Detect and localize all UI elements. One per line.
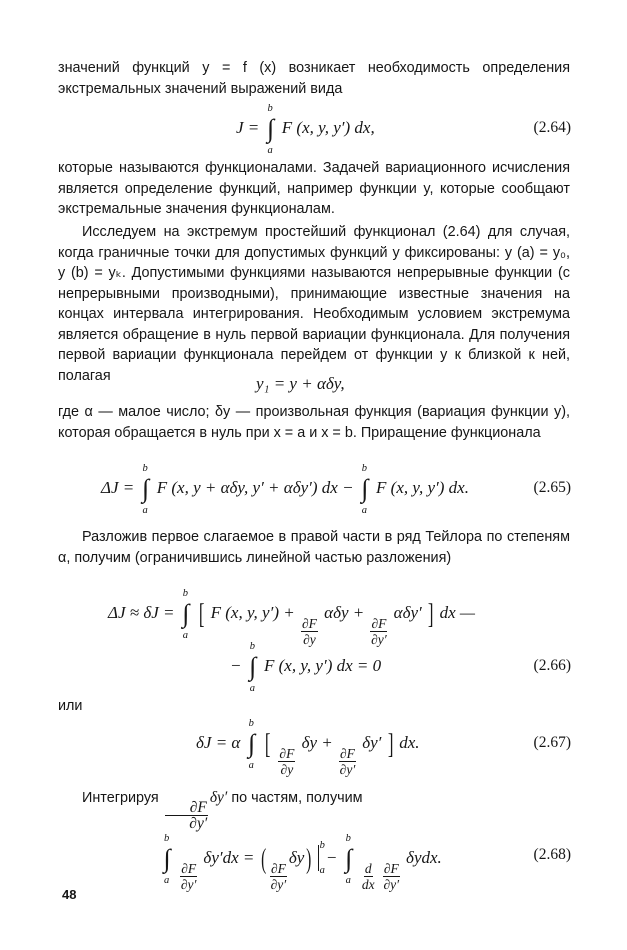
paragraph-4: где α — малое число; δy — произвольная функция (вариация функции y), которая обращается в нуль при x = a и x = b. Приращение функционала [58, 404, 570, 441]
integral-sign: ∫ b a [345, 833, 353, 886]
paragraph-2: которые называются функционалами. Задачей вариационного исчисления является определение функций, например функции y, которые сообщают экстремальные значения функционалам. [58, 160, 570, 217]
eq-lhs: J = [236, 118, 260, 137]
equation-2-66-line-2 [230, 641, 382, 694]
fraction-dF-dyp: $\frac{\partial F}{\partial y'}$ [180, 861, 197, 892]
fraction-d-dx: $\frac{d}{dx}$ [361, 861, 375, 892]
integral-sign: ∫ b a [266, 103, 275, 156]
right-paren: ) [306, 844, 312, 875]
eq-lhs: δJ = α [196, 733, 241, 752]
integral-sign: ∫ b a [248, 718, 256, 771]
left-bracket: [ [264, 729, 271, 760]
fraction-dF-dyp: $\frac{\partial F}{\partial y'}$ [371, 616, 387, 647]
left-bracket: [ [198, 599, 205, 630]
paragraph-6: или [58, 698, 83, 714]
eq-term: δy + [301, 733, 333, 752]
paragraph-5: Разложив первое слагаемое в правой части в ряд Тейлора по степеням α, получим (ограничившись линейной частью разложения) [58, 529, 570, 566]
eq-lhs: ΔJ ≈ δJ = [108, 603, 175, 622]
eq-term: δydx. [406, 848, 442, 867]
eq-term: dx. [399, 733, 420, 752]
fraction-dF-dyp: $\frac{\partial F}{\partial y'}$ [165, 800, 208, 831]
eq-term: F (x, y, y′) + [210, 603, 295, 622]
integral-sign: ∫ b a [141, 463, 150, 516]
equation-y1 [256, 374, 345, 394]
eq-lhs: ΔJ = [101, 478, 135, 497]
equation-2-67 [196, 718, 420, 777]
eq-term: αδy′ [393, 603, 422, 622]
fraction-dF-dyp: $\frac{\partial F}{\partial y'}$ [383, 861, 400, 892]
equation-number-2-68: (2.68) [533, 846, 571, 863]
right-bracket: ] [427, 599, 434, 630]
eq-y1-text: y₁ = y + αδy, [256, 374, 345, 393]
fraction-dF-dyp: $\frac{\partial F}{\partial y'}$ [270, 861, 287, 892]
eq-term: − [230, 656, 242, 675]
eq-term: F (x, y, y′) dx = 0 [263, 656, 382, 675]
eq-term: δy [288, 848, 305, 867]
eq-body: F (x, y, y′) dx, [281, 118, 375, 137]
inline-dyp: δy′ [209, 789, 228, 806]
right-bracket: ] [387, 729, 394, 760]
eq-term: δy′dx = [203, 848, 255, 867]
text-prefix: Интегрируя [82, 790, 159, 806]
equation-2-68 [160, 833, 442, 892]
eq-term: − [325, 848, 338, 867]
page-number: 48 [62, 887, 77, 902]
equation-2-65 [101, 463, 469, 516]
equation-number-2-66: (2.66) [533, 657, 571, 674]
integral-sign: ∫ b a [361, 463, 369, 516]
evaluation-bar: b a [315, 845, 319, 871]
integral-sign: ∫ b a [182, 588, 190, 641]
eq-term-1: F (x, y + αδy, y′ + αδy′) dx − [156, 478, 354, 497]
equation-number-2-67: (2.67) [533, 734, 571, 751]
paragraph-1: значений функций y = f (x) возникает необходимость определения экстремальных значений выражений вида [58, 60, 570, 97]
integral-sign: ∫ b a [163, 833, 171, 886]
paragraph-7 [58, 788, 363, 831]
fraction-dF-dyp: $\frac{\partial F}{\partial y'}$ [339, 746, 356, 777]
fraction-dF-dy: $\frac{\partial F}{\partial y}$ [301, 616, 317, 647]
equation-2-66-line-1 [108, 588, 475, 647]
eq-term: αδy + [324, 603, 365, 622]
eq-term-2: F (x, y, y′) dx. [376, 478, 469, 497]
equation-2-64 [236, 103, 375, 156]
paragraph-3: Исследуем на экстремум простейший функционал (2.64) для случая, когда граничные точки для допустимых функций y фиксированы: y (a) = y₀, y (b) = yₖ. Допустимыми функциями называются непрерывные функции (с непрерывными производными), принимающие известные значения на концах интервала интегрирования. Необходимым условием экстремума является обращение в нуль первой вариации функционала. Для получения первой вариации функционала перейдем от функции y к близкой к ней, полагая [58, 224, 570, 384]
text-suffix: по частям, получим [231, 790, 363, 806]
integral-sign: ∫ b a [249, 641, 257, 694]
equation-number-2-64: (2.64) [533, 119, 571, 136]
equation-number-2-65: (2.65) [533, 479, 571, 496]
fraction-dF-dy: $\frac{\partial F}{\partial y}$ [279, 746, 295, 777]
left-paren: ( [260, 844, 266, 875]
eq-term: δy′ [362, 733, 382, 752]
eq-term: dx — [439, 603, 475, 622]
